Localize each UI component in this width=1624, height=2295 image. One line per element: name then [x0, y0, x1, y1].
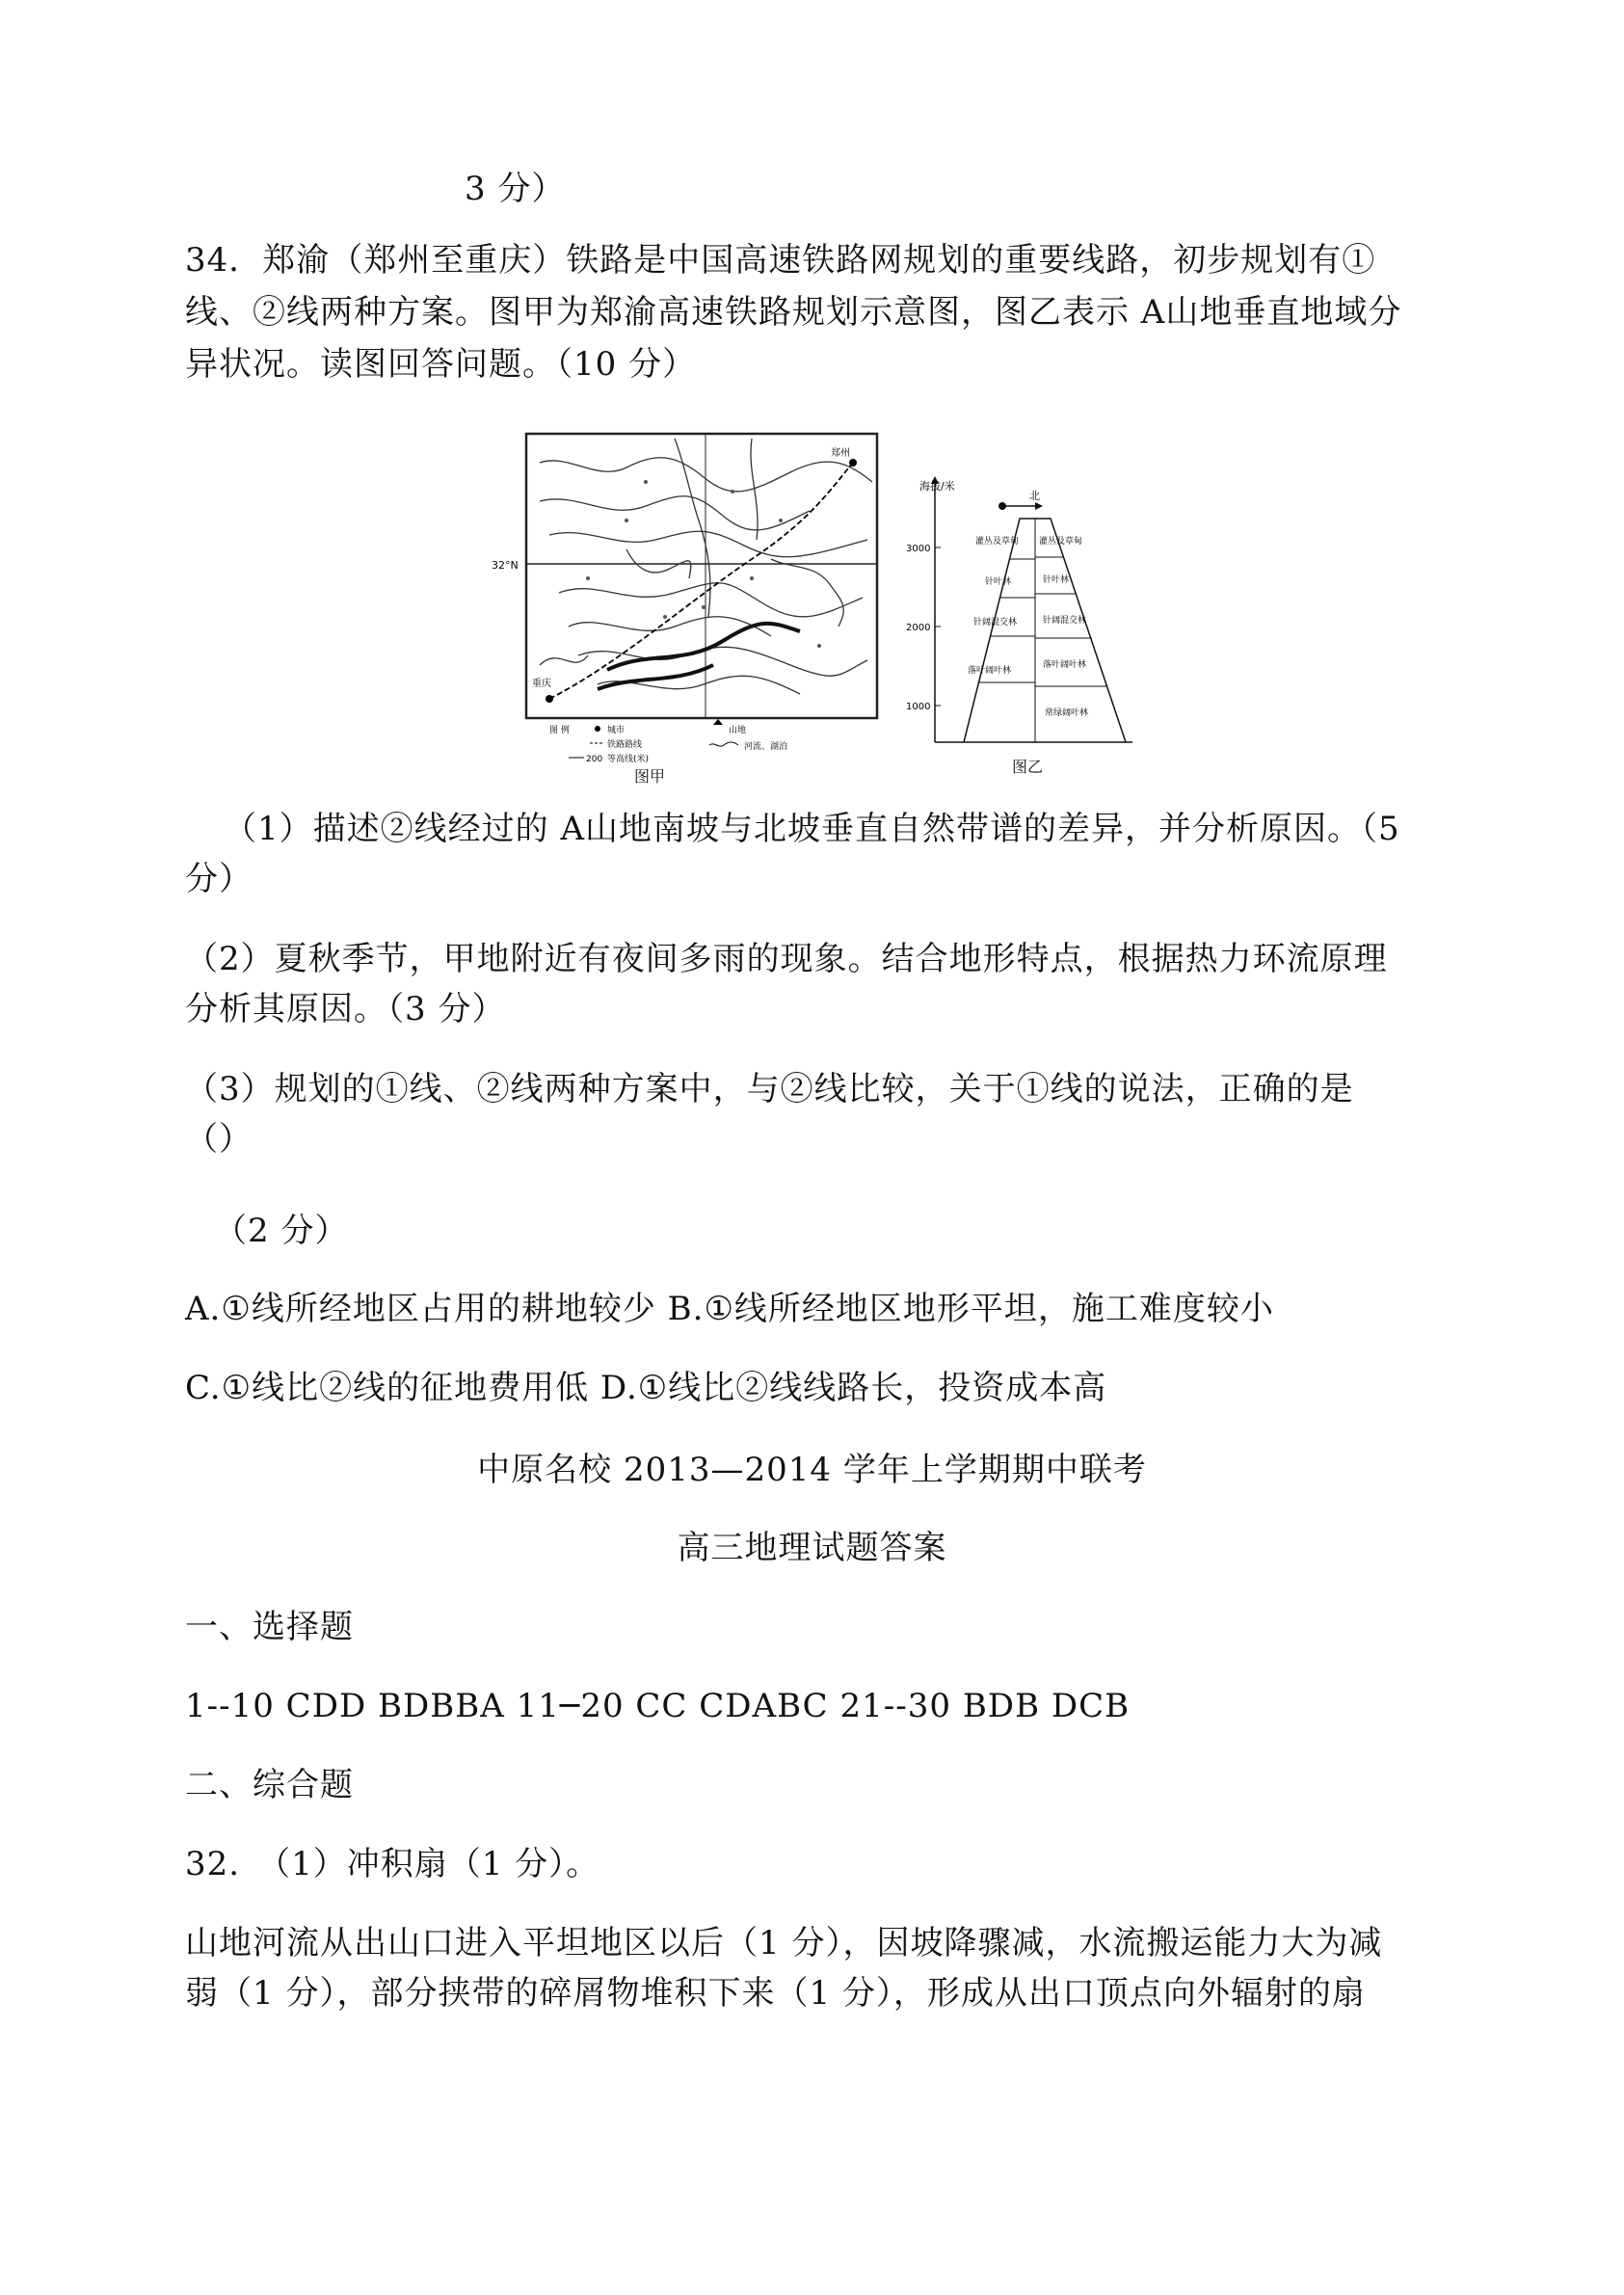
right-zone-5: 常绿阔叶林 — [1045, 708, 1089, 718]
sub-question-3-line-1: （3）规划的①线、②线两种方案中，与②线比较，关于①线的说法，正确的是 — [185, 1070, 1354, 1108]
zonation-labels — [968, 535, 1088, 718]
y-axis-label: 海拔/米 — [919, 480, 955, 493]
right-zone-2: 针叶林 — [1043, 575, 1070, 585]
figure-jia-map — [482, 424, 887, 771]
north-arrow-dot — [998, 502, 1006, 510]
y-tick-2000: 2000 — [906, 623, 931, 633]
options-c-d: C.①线比②线的征地费用低 D.①线比②线线路长，投资成本高 — [185, 1369, 1107, 1407]
right-zone-1: 灌丛及草甸 — [1039, 537, 1083, 547]
section-comprehensive-heading: 二、综合题 — [185, 1766, 354, 1804]
svg-text:200: 200 — [586, 755, 603, 764]
y-tick-3000: 3000 — [906, 544, 931, 554]
svg-text:图 例: 图 例 — [549, 726, 570, 735]
sub-question-1-line-1: （1）描述②线经过的 A山地南坡与北坡垂直自然带谱的差异，并分析原因。（5 — [224, 810, 1400, 848]
city-marker-chongqing — [546, 695, 553, 703]
svg-text:铁路路线: 铁路路线 — [607, 740, 643, 750]
latitude-label: 32°N — [492, 559, 519, 572]
left-zone-3: 针阔混交林 — [973, 618, 1018, 627]
svg-text:城市: 城市 — [607, 726, 626, 735]
map-svg — [482, 424, 887, 771]
answer-title: 中原名校 2013—2014 学年上学期期中联考 — [477, 1451, 1147, 1489]
railway-route — [549, 463, 853, 699]
right-zone-4: 落叶阔叶林 — [1043, 660, 1087, 670]
map-legend — [549, 719, 787, 764]
sub-question-2-line-2: 分析其原因。（3 分） — [185, 990, 506, 1028]
answer-32-line-1: 32. （1）冲积扇（1 分）。 — [185, 1845, 600, 1883]
city-label-chongqing: 重庆 — [532, 679, 551, 689]
sub-question-3-line-2: （） — [185, 1120, 253, 1159]
answer-32-line-2: 山地河流从出山口进入平坦地区以后（1 分），因坡降骤减，水流搬运能力大为减 — [185, 1924, 1383, 1962]
left-zone-2: 针叶林 — [985, 577, 1012, 587]
choice-answers: 1--10 CDD BDBBA 11─20 CC CDABC 21--30 BDB DCB — [185, 1687, 1131, 1725]
sub-question-1-line-2: 分） — [185, 860, 253, 898]
sub-question-2-line-1: （2）夏秋季节，甲地附近有夜间多雨的现象。结合地形特点，根据热力环流原理 — [185, 940, 1388, 978]
question-34-line-2: 线、②线两种方案。图甲为郑渝高速铁路规划示意图，图乙表示 A山地垂直地域分 — [185, 293, 1402, 332]
figure-jia-caption: 图甲 — [634, 767, 666, 786]
svg-text:山地: 山地 — [729, 726, 747, 735]
section-choice-heading: 一、选择题 — [185, 1608, 354, 1646]
answer-32-line-3: 弱（1 分），部分挟带的碎屑物堆积下来（1 分），形成从出口顶点向外辐射的扇 — [185, 1974, 1366, 2013]
figure-yi-caption: 图乙 — [1012, 758, 1044, 776]
mountain-band — [598, 624, 800, 689]
left-zone-4: 落叶阔叶林 — [968, 666, 1012, 676]
svg-text:等高线(米): 等高线(米) — [607, 755, 650, 764]
figure-yi-vertical-zonation — [906, 463, 1157, 781]
left-zone-1: 灌丛及草甸 — [975, 537, 1020, 547]
sub-question-3-score: （2 分） — [214, 1212, 349, 1250]
north-label: 北 — [1029, 490, 1040, 502]
svg-text:河流、湖泊: 河流、湖泊 — [744, 742, 788, 752]
answer-subtitle: 高三地理试题答案 — [677, 1529, 947, 1567]
city-marker-zhengzhou — [849, 459, 857, 467]
question-34-line-3: 异状况。读图回答问题。（10 分） — [185, 345, 697, 384]
y-tick-1000: 1000 — [906, 702, 931, 712]
question-34-line-1: 34．郑渝（郑州至重庆）铁路是中国高速铁路网规划的重要线路，初步规划有① — [185, 241, 1376, 280]
continued-score-text: 3 分） — [465, 170, 566, 208]
zonation-svg — [906, 463, 1157, 781]
options-a-b: A.①线所经地区占用的耕地较少 B.①线所经地区地形平坦，施工难度较小 — [185, 1290, 1274, 1328]
right-zone-3: 针阔混交林 — [1043, 616, 1087, 626]
city-label-zhengzhou: 郑州 — [831, 448, 850, 459]
